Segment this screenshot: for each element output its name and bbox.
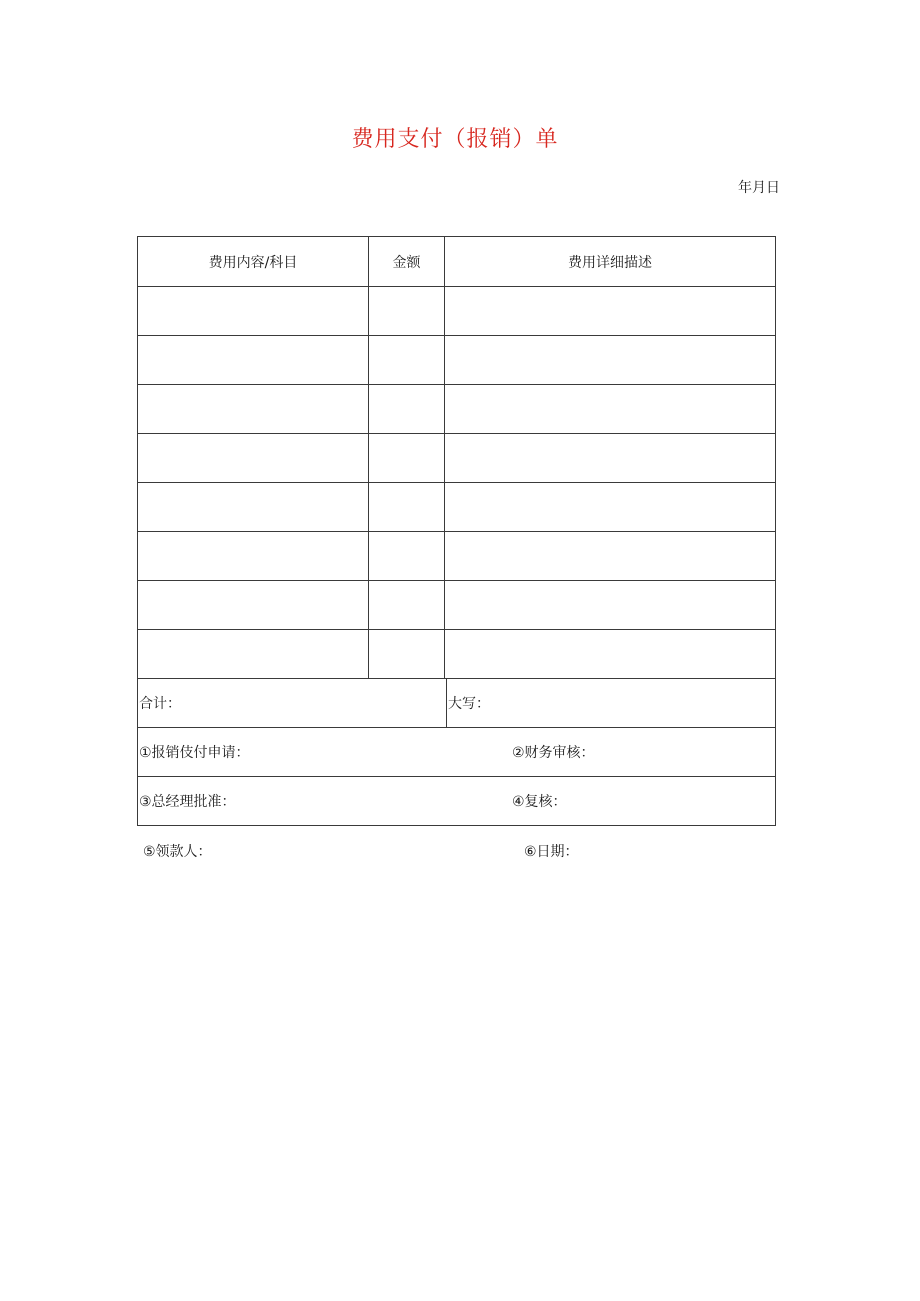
description-cell[interactable] xyxy=(445,434,776,483)
description-cell[interactable] xyxy=(445,287,776,336)
table-row xyxy=(138,630,776,679)
description-cell[interactable] xyxy=(445,483,776,532)
description-cell[interactable] xyxy=(445,581,776,630)
expense-item-cell[interactable] xyxy=(138,385,369,434)
expense-item-cell[interactable] xyxy=(138,532,369,581)
expense-item-cell[interactable] xyxy=(138,336,369,385)
table-row xyxy=(138,581,776,630)
approval-row-2 xyxy=(138,777,776,826)
table-header-row xyxy=(138,237,776,287)
table-row xyxy=(138,532,776,581)
date-label: 年月日 xyxy=(738,180,780,196)
table-row xyxy=(138,483,776,532)
finance-review-label: ②财务审核： xyxy=(512,745,595,761)
amount-cell[interactable] xyxy=(369,581,445,630)
amount-cell[interactable] xyxy=(369,287,445,336)
table-row xyxy=(138,385,776,434)
table-row xyxy=(138,287,776,336)
total-row xyxy=(138,679,776,728)
entry-rows xyxy=(138,287,776,679)
amount-cell[interactable] xyxy=(369,385,445,434)
amount-cell[interactable] xyxy=(369,434,445,483)
amount-cell[interactable] xyxy=(369,630,445,679)
amount-cell[interactable] xyxy=(369,483,445,532)
gm-approval-label: ③总经理批准： xyxy=(139,794,236,810)
expense-item-cell[interactable] xyxy=(138,581,369,630)
payee-label: ⑤领款人： xyxy=(143,844,212,860)
description-cell[interactable] xyxy=(445,630,776,679)
reimbursement-application-label: ①报销伎付申请： xyxy=(139,745,250,761)
expense-item-cell[interactable] xyxy=(138,483,369,532)
uppercase-amount-label: 大写： xyxy=(448,696,490,712)
signature-footer xyxy=(143,841,783,861)
total-divider xyxy=(446,679,447,727)
expense-form-table xyxy=(137,236,776,826)
description-cell[interactable] xyxy=(445,532,776,581)
header-amount: 金额 xyxy=(369,237,445,287)
footer-date-label: ⑥日期： xyxy=(524,844,579,860)
table-row xyxy=(138,434,776,483)
amount-cell[interactable] xyxy=(369,532,445,581)
expense-item-cell[interactable] xyxy=(138,630,369,679)
total-label: 合计： xyxy=(139,696,181,712)
table-row xyxy=(138,336,776,385)
expense-item-cell[interactable] xyxy=(138,287,369,336)
description-cell[interactable] xyxy=(445,385,776,434)
header-expense-item: 费用内容/科目 xyxy=(138,237,369,287)
form-title: 费用支付（报销）单 xyxy=(351,127,559,152)
approval-row-1 xyxy=(138,728,776,777)
description-cell[interactable] xyxy=(445,336,776,385)
recheck-label: ④复核： xyxy=(512,794,567,810)
expense-item-cell[interactable] xyxy=(138,434,369,483)
amount-cell[interactable] xyxy=(369,336,445,385)
header-description: 费用详细描述 xyxy=(445,237,776,287)
